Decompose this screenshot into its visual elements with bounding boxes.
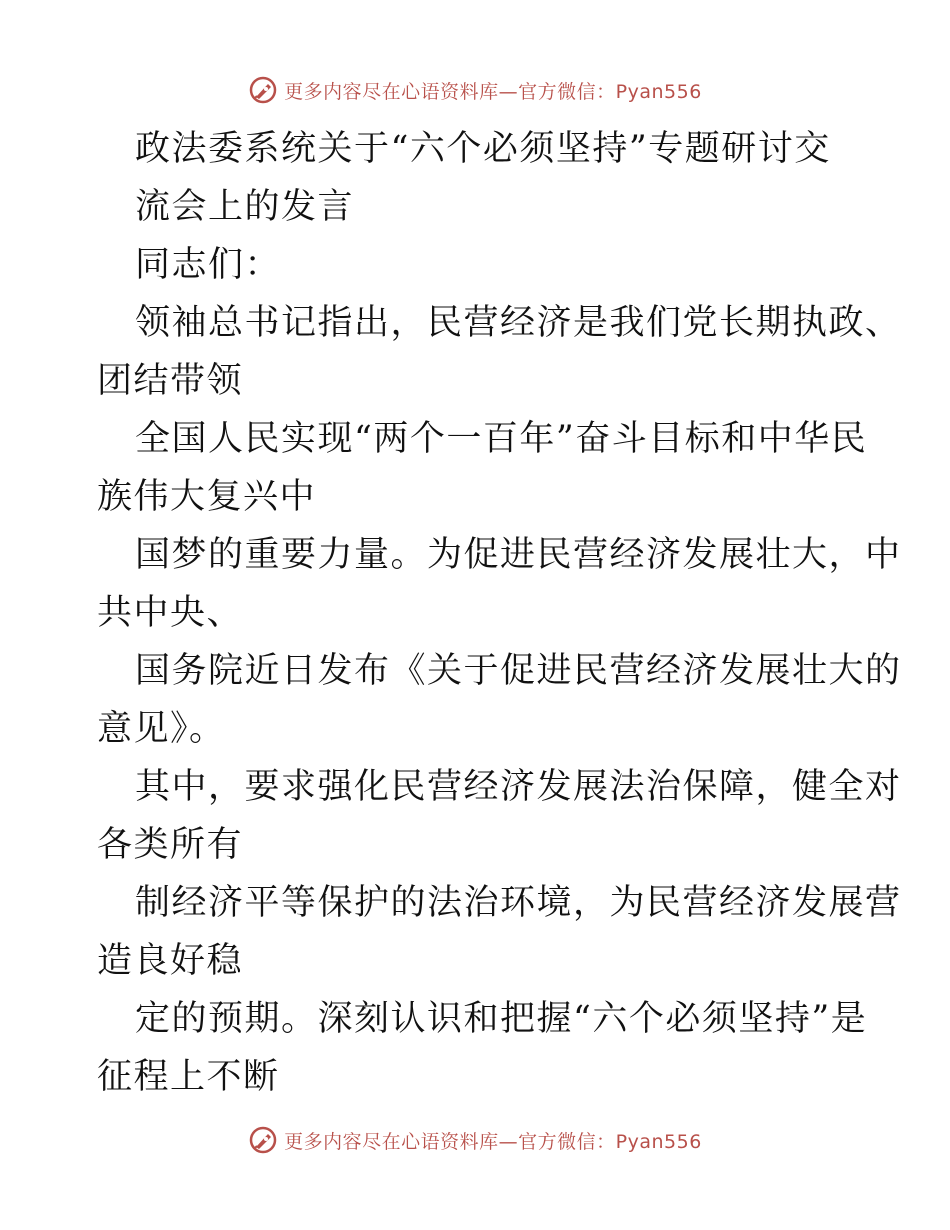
text-line: 同志们： — [135, 245, 282, 285]
text-line: 流会上的发言 — [135, 187, 355, 227]
text-line: 团结带领 — [97, 361, 244, 401]
pen-nib-seal-icon — [248, 75, 278, 105]
text-line: 国梦的重要力量。为促进民营经济发展壮大，中 — [135, 535, 902, 575]
text-line: 领袖总书记指出，民营经济是我们党长期执政、 — [135, 303, 902, 343]
text-line: 政法委系统关于“六个必须坚持”专题研讨交 — [135, 129, 831, 169]
text-line: 定的预期。深刻认识和把握“六个必须坚持”是 — [135, 999, 868, 1039]
footer-watermark — [0, 1120, 950, 1160]
text-line: 共中央、 — [97, 593, 244, 633]
watermark-text: 更多内容尽在心语资料库—官方微信：Pyan556 — [284, 1130, 702, 1153]
pen-nib-seal-icon — [248, 1125, 278, 1155]
text-line: 造良好稳 — [97, 941, 244, 981]
text-line: 族伟大复兴中 — [97, 477, 317, 517]
watermark-text: 更多内容尽在心语资料库—官方微信：Pyan556 — [284, 80, 702, 103]
text-line: 全国人民实现“两个一百年”奋斗目标和中华民 — [135, 419, 868, 459]
document-body — [97, 120, 902, 1106]
text-line: 其中，要求强化民营经济发展法治保障，健全对 — [135, 767, 902, 807]
text-line: 征程上不断 — [97, 1057, 280, 1097]
text-line: 各类所有 — [97, 825, 244, 865]
header-watermark — [0, 70, 950, 110]
text-line: 制经济平等保护的法治环境，为民营经济发展营 — [135, 883, 902, 923]
text-line: 意见》。 — [97, 709, 226, 749]
text-line: 国务院近日发布《关于促进民营经济发展壮大的 — [135, 651, 902, 691]
